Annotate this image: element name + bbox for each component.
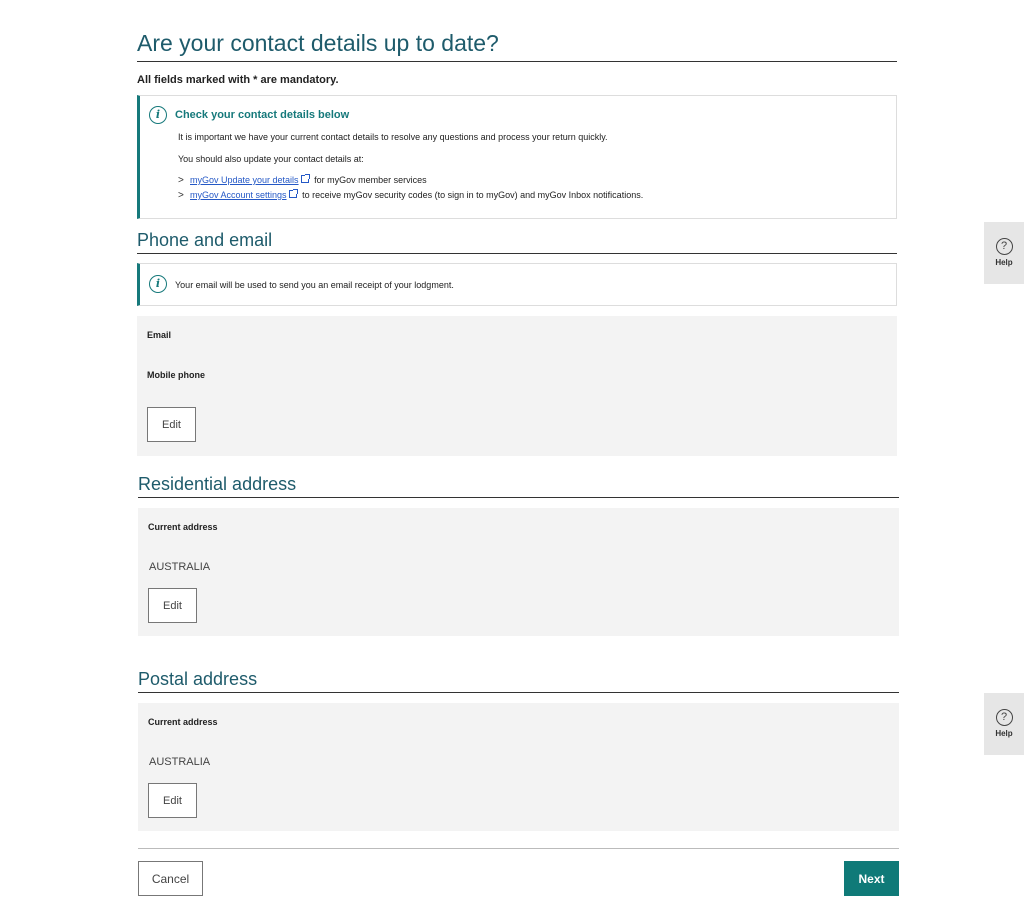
phone-email-panel — [137, 316, 897, 456]
postal-country: AUSTRALIA — [149, 756, 211, 768]
help-label: Help — [995, 258, 1013, 267]
edit-phone-email-button[interactable]: Edit — [147, 407, 196, 442]
mygov-account-settings-link[interactable]: myGov Account settings — [190, 190, 287, 200]
help-tab[interactable] — [984, 222, 1024, 284]
question-icon: ? — [996, 709, 1013, 726]
edit-residential-address-button[interactable]: Edit — [148, 588, 197, 623]
help-tab[interactable] — [984, 693, 1024, 755]
email-info-box — [137, 263, 897, 306]
page-title: Are your contact details up to date? — [137, 30, 897, 62]
list-item — [178, 190, 643, 201]
edit-postal-address-button[interactable]: Edit — [148, 783, 197, 818]
question-icon: ? — [996, 238, 1013, 255]
chevron-right-icon: > — [178, 190, 184, 201]
link-suffix: for myGov member services — [314, 175, 427, 185]
external-link-icon — [301, 175, 309, 183]
chevron-right-icon: > — [178, 175, 184, 186]
mobile-phone-label: Mobile phone — [147, 370, 205, 380]
postal-current-address-label: Current address — [148, 717, 218, 727]
postal-panel — [138, 703, 899, 831]
info-text-line1: It is important we have your current contact details to resolve any questions and process your return quickly. — [178, 132, 608, 142]
info-icon: i — [149, 275, 167, 293]
info-icon: i — [149, 106, 167, 124]
mandatory-note: All fields marked with * are mandatory. — [137, 74, 339, 86]
help-label: Help — [995, 729, 1013, 738]
residential-panel — [138, 508, 899, 636]
list-item — [178, 175, 427, 186]
postal-section-title: Postal address — [138, 669, 899, 693]
cancel-button[interactable]: Cancel — [138, 861, 203, 896]
info-text-line2: You should also update your contact details at: — [178, 154, 364, 164]
contact-details-info-box — [137, 95, 897, 219]
email-info-text: Your email will be used to send you an email receipt of your lodgment. — [175, 280, 454, 290]
residential-section-title: Residential address — [138, 474, 899, 498]
external-link-icon — [289, 190, 297, 198]
link-suffix: to receive myGov security codes (to sign in to myGov) and myGov Inbox notifications. — [302, 190, 644, 200]
mygov-update-details-link[interactable]: myGov Update your details — [190, 175, 299, 185]
residential-country: AUSTRALIA — [149, 561, 211, 573]
footer-divider — [138, 848, 899, 849]
email-label: Email — [147, 330, 172, 340]
next-button[interactable]: Next — [844, 861, 899, 896]
residential-current-address-label: Current address — [148, 522, 218, 532]
info-heading: Check your contact details below — [175, 109, 350, 121]
phone-email-section-title: Phone and email — [137, 230, 897, 254]
